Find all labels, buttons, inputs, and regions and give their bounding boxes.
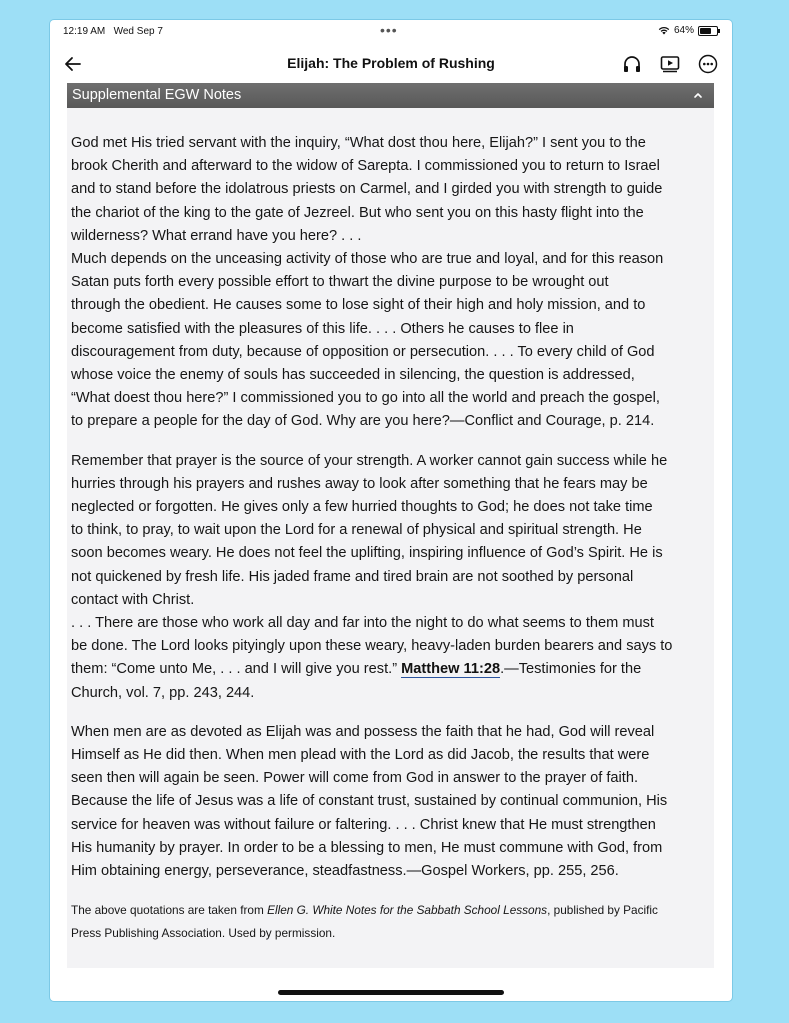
ipad-screen [50,20,732,1001]
text-fragment: , published by Pacific [547,903,658,918]
paragraph-conflict-courage [71,132,710,434]
text-line: Because the life of Jesus was a life of constant trust, sustained by continual communion, His [71,793,668,810]
text-line [71,658,710,681]
text-fragment: The above quotations are taken from [71,903,268,918]
book-title: Ellen G. White Notes for the Sabbath School Lessons [267,903,548,918]
text-fragment: them: “Come unto Me, . . . and I will give you rest.” [71,661,402,678]
more-options-icon[interactable] [696,52,720,76]
clock-date: Wed Sep 7 [113,26,163,37]
status-indicators [658,25,718,36]
play-video-icon[interactable] [658,52,682,76]
text-line: through the obedient. He causes some to lose sight of their high and holy mission, and to [71,297,646,314]
text-line: discouragement from duty, because of opposition or persecution. . . . To every child of God [71,343,655,360]
text-line [71,899,710,922]
text-line: Him obtaining energy, perseverance, steadfastness.—Gospel Workers, pp. 255, 256. [71,863,619,880]
paragraph-gospel-workers [71,721,710,883]
text-line: His humanity by prayer. In order to be a blessing to men, He must commune with God, from [71,839,663,856]
text-line: “What doest thou here?” I commissioned you to go into all the world and preach the gospel, [71,390,660,407]
status-time [63,26,163,37]
text-line: Press Publishing Association. Used by permission. [71,926,336,941]
text-line: hurries through his prayers and rushes away to look after something that he fears may be [71,475,648,492]
text-line: contact with Christ. [71,591,195,608]
text-line: be done. The Lord looks pityingly upon these weary, heavy-laden burden bearers and says to [71,638,673,655]
text-line: service for heaven was without failure or faltering. . . . Christ knew that He must strengthen [71,816,656,833]
text-line: the chariot of the king to the gate of Jezreel. But who sent you on this hasty flight into the [71,204,644,221]
home-indicator[interactable] [278,990,504,995]
text-line: to prepare a people for the day of God. Why are you here?—Conflict and Courage, p. 214. [71,413,655,430]
text-line: Himself as He did then. When men plead with the Lord as did Jacob, the results that were [71,747,650,764]
chevron-up-icon[interactable] [692,89,704,101]
paragraph-testimonies [71,450,710,705]
text-line: seen then will again be seen. Power will come from God in answer to the prayer of faith. [71,770,639,787]
text-line: wilderness? What errand have you here? . . . [71,227,362,244]
text-line: and to stand before the idolatrous priests on Carmel, and I girded you with strength to guide [71,181,663,198]
page-title: Elijah: The Problem of Rushing [287,55,495,71]
notes-text [67,108,714,945]
status-bar [50,20,732,44]
permission-footnote [71,899,710,945]
text-line: to think, to pray, to wait upon the Lord for a renewal of physical and spiritual strength. He [71,522,642,539]
battery-icon [698,26,718,36]
battery-percent: 64% [673,25,694,36]
text-line: whose voice the enemy of souls has succeeded in silencing, the question is addressed, [71,367,635,384]
navigation-bar [50,46,732,82]
notes-panel [67,83,714,968]
multitasking-dots-icon[interactable]: ••• [380,22,398,38]
text-line: soon becomes weary. He does not feel the uplifting, inspiring influence of God’s Spirit. He is [71,545,663,562]
scripture-link-matthew[interactable]: Matthew 11:28 [401,661,501,678]
text-line: God met His tried servant with the inquiry, “What dost thou here, Elijah?” I sent you to the [71,135,646,151]
text-line: Much depends on the unceasing activity of those who are true and loyal, and for this reason [71,251,664,268]
text-line: brook Cherith and afterward to the widow of Sarepta. I commissioned you to return to Israel [71,158,660,175]
text-fragment: .—Testimonies for the [500,661,642,678]
text-line: When men are as devoted as Elijah was and possess the faith that he had, God will reveal [71,723,655,740]
text-line: become satisfied with the pleasures of this life. . . . Others he causes to flee in [71,320,574,337]
text-line: Satan puts forth every possible effort to thwart the divine purpose to be wrought out [71,274,609,291]
section-header[interactable] [67,83,714,108]
section-title: Supplemental EGW Notes [72,87,242,103]
wifi-icon [658,26,670,35]
text-line: not quickened by fresh life. His jaded frame and tired brain are not soothed by personal [71,568,634,585]
headphones-icon[interactable] [620,52,644,76]
toolbar-icons [620,52,720,76]
text-line: Church, vol. 7, pp. 243, 244. [71,684,255,701]
clock-time: 12:19 AM [63,26,106,37]
text-line: Remember that prayer is the source of your strength. A worker cannot gain success while he [71,452,668,469]
text-line: . . . There are those who work all day and far into the night to do what seems to them must [71,615,654,632]
text-line: neglected or forgotten. He gives only a few hurried thoughts to God; he does not take time [71,499,653,516]
